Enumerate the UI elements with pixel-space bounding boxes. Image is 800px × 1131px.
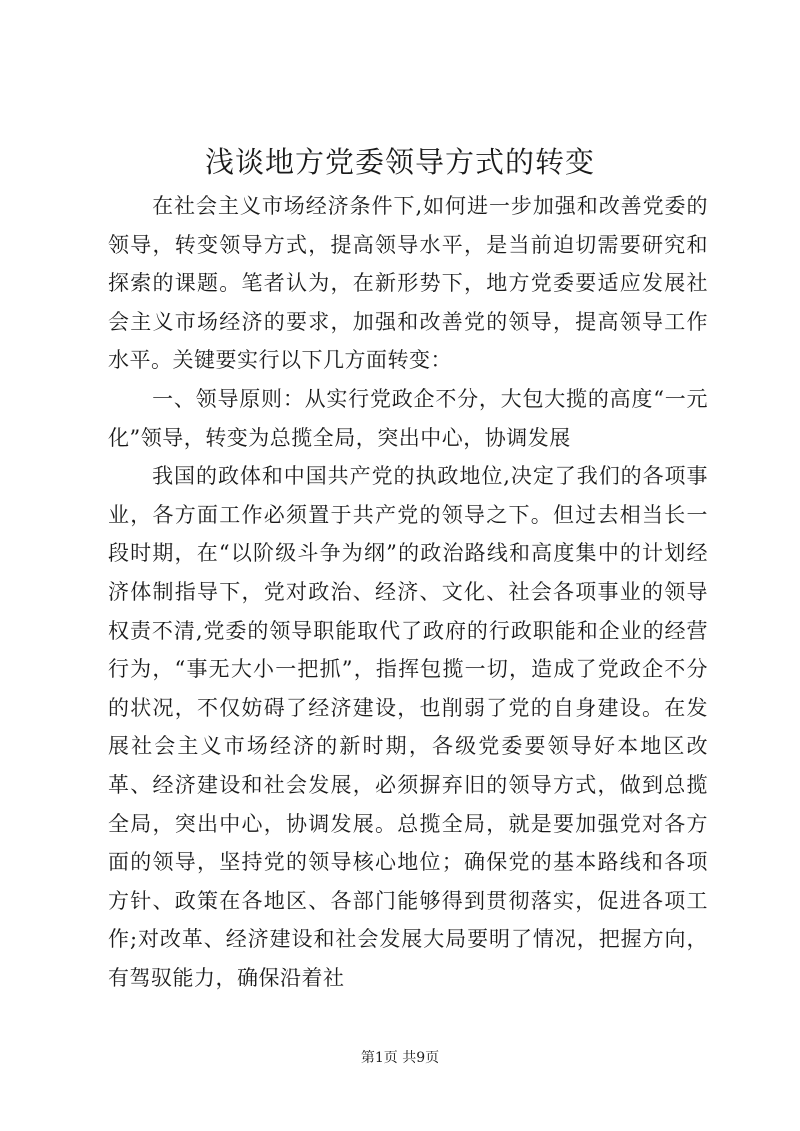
- document-body: [108, 187, 708, 997]
- document-title: 浅谈地方党委领导方式的转变: [204, 145, 595, 179]
- page-footer: 第1页 共9页: [360, 1050, 440, 1066]
- paragraph-section-heading: 一、领导原则：从实行党政企不分，大包大揽的高度“一元化”领导，转变为总揽全局，突出中心，协调发展: [108, 386, 708, 450]
- paragraph-body: 我国的政体和中国共产党的执政地位,决定了我们的各项事业，各方面工作必须置于共产党的领导之下。但过去相当长一段时期，在“以阶级斗争为纲”的政治路线和高度集中的计划经济体制指导下，党对政治、经济、文化、社会各项事业的领导权责不清,党委的领导职能取代了政府的行政职能和企业的经营行为，“事无大小一把抓”，指挥包揽一切，造成了党政企不分的状况，不仅妨碍了经济建设，也削弱了党的自身建设。在发展社会主义市场经济的新时期，各级党委要领导好本地区改革、经济建设和社会发展，必须摒弃旧的领导方式，做到总揽全局，突出中心，协调发展。总揽全局，就是要加强党对各方面的领导，坚持党的领导核心地位；确保党的基本路线和各项方针、政策在各地区、各部门能够得到贯彻落实，促进各项工作;对改革、经济建设和社会发展大局要明了情况，把握方向，有驾驭能力，确保沿着社: [108, 464, 708, 990]
- paragraph-intro: 在社会主义市场经济条件下,如何进一步加强和改善党委的领导，转变领导方式，提高领导水平，是当前迫切需要研究和探索的课题。笔者认为，在新形势下，地方党委要适应发展社会主义市场经济的要求，加强和改善党的领导，提高领导工作水平。关键要实行以下几方面转变：: [108, 194, 708, 373]
